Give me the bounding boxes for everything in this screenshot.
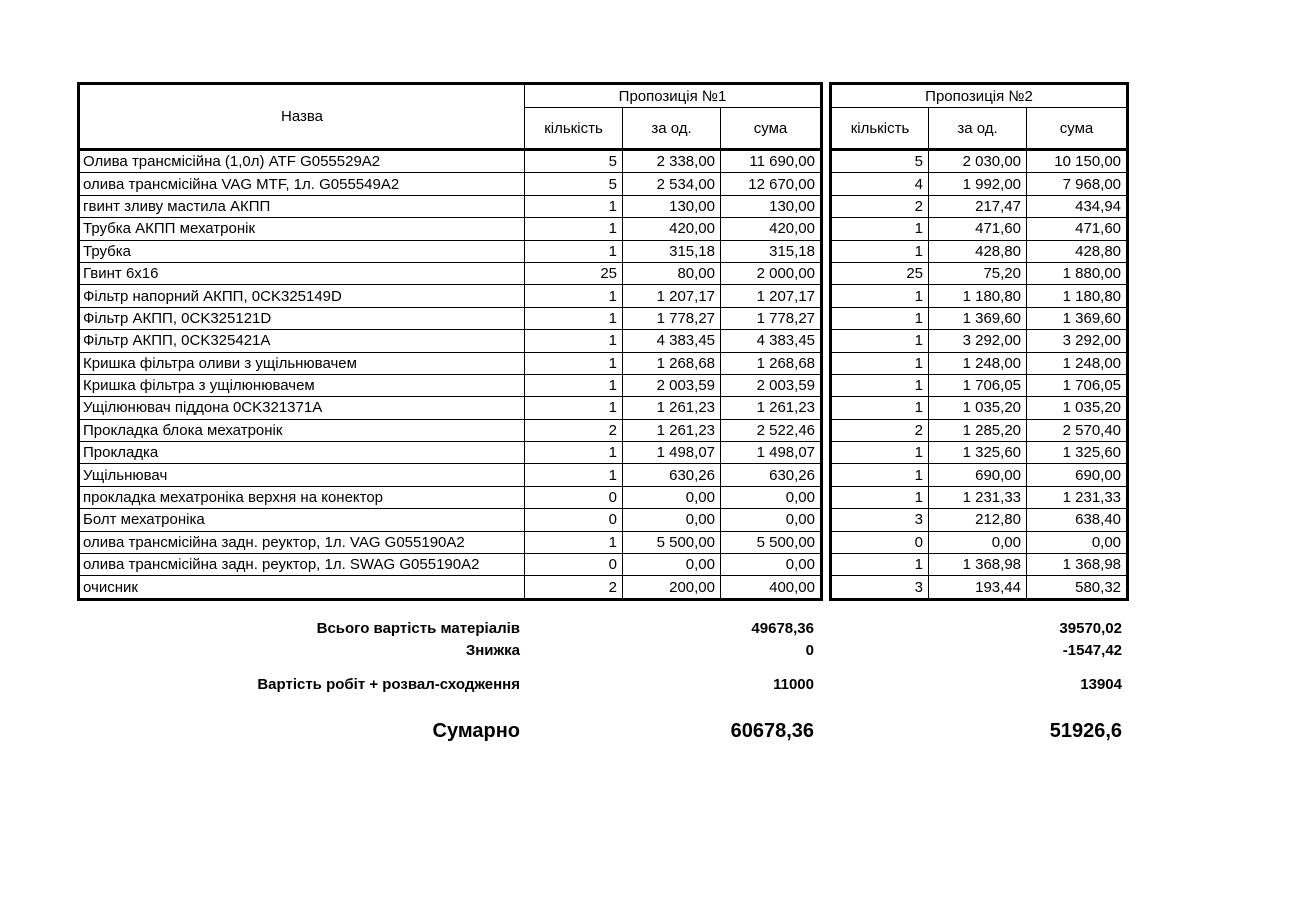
qty-p2: 0 (831, 531, 929, 553)
proposal1-body (79, 150, 822, 600)
table-row (831, 262, 1128, 284)
sum-p2: 1 369,60 (1027, 307, 1128, 329)
qty-p1: 1 (525, 218, 623, 240)
unit-price-p2: 471,60 (929, 218, 1027, 240)
grand-total-label: Сумарно (432, 720, 520, 742)
sum-p1: 1 261,23 (721, 397, 822, 419)
item-name: Гвинт 6х16 (79, 262, 525, 284)
qty-p2: 1 (831, 442, 929, 464)
header-unit-2: за од. (929, 108, 1027, 150)
unit-price-p1: 1 268,68 (623, 352, 721, 374)
table-row (79, 307, 822, 329)
qty-p1: 5 (525, 150, 623, 173)
qty-p2: 3 (831, 576, 929, 599)
unit-price-p1: 130,00 (623, 195, 721, 217)
table-row (831, 397, 1128, 419)
unit-price-p1: 80,00 (623, 262, 721, 284)
table-row (79, 218, 822, 240)
qty-p2: 25 (831, 262, 929, 284)
unit-price-p2: 212,80 (929, 509, 1027, 531)
table-row (79, 509, 822, 531)
table-row (831, 240, 1128, 262)
sum-p1: 130,00 (721, 195, 822, 217)
unit-price-p1: 2 338,00 (623, 150, 721, 173)
table-row (79, 419, 822, 441)
qty-p1: 2 (525, 576, 623, 599)
sum-p2: 428,80 (1027, 240, 1128, 262)
qty-p2: 1 (831, 464, 929, 486)
item-name: Ущільнювач (79, 464, 525, 486)
item-name: Кришка фільтра з ущілюнювачем (79, 374, 525, 396)
sum-p2: 1 180,80 (1027, 285, 1128, 307)
sum-p1: 1 498,07 (721, 442, 822, 464)
header-name: Назва (79, 84, 525, 150)
unit-price-p2: 1 992,00 (929, 173, 1027, 195)
materials-total-label: Всього вартість матеріалів (316, 620, 520, 637)
qty-p1: 0 (525, 509, 623, 531)
grand-total-p2: 51926,6 (1049, 720, 1122, 742)
item-name: Олива трансмісійна (1,0л) ATF G055529A2 (79, 150, 525, 173)
table-row (831, 531, 1128, 553)
unit-price-p2: 428,80 (929, 240, 1027, 262)
table-row (79, 486, 822, 508)
unit-price-p1: 315,18 (623, 240, 721, 262)
unit-price-p1: 200,00 (623, 576, 721, 599)
sum-p2: 690,00 (1027, 464, 1128, 486)
table-row (831, 173, 1128, 195)
discount-p2: -1547,42 (1062, 642, 1122, 659)
unit-price-p1: 2 534,00 (623, 173, 721, 195)
table-row (79, 554, 822, 576)
table-row (79, 464, 822, 486)
sum-p1: 2 000,00 (721, 262, 822, 284)
qty-p1: 1 (525, 464, 623, 486)
table-row (831, 486, 1128, 508)
qty-p2: 2 (831, 419, 929, 441)
sum-p1: 1 207,17 (721, 285, 822, 307)
sum-p2: 1 248,00 (1027, 352, 1128, 374)
table-row (831, 218, 1128, 240)
unit-price-p2: 2 030,00 (929, 150, 1027, 173)
unit-price-p1: 0,00 (623, 486, 721, 508)
qty-p1: 1 (525, 285, 623, 307)
sum-p1: 11 690,00 (721, 150, 822, 173)
table-row (79, 173, 822, 195)
sum-p1: 400,00 (721, 576, 822, 599)
sum-p1: 0,00 (721, 486, 822, 508)
unit-price-p2: 1 706,05 (929, 374, 1027, 396)
item-name: гвинт зливу мастила АКПП (79, 195, 525, 217)
materials-total-p1: 49678,36 (751, 620, 814, 637)
header-sum-2: сума (1027, 108, 1128, 150)
item-name: Прокладка блока мехатронік (79, 419, 525, 441)
labor-p1: 11000 (773, 676, 814, 693)
item-name: Фільтр АКПП, 0CK325121D (79, 307, 525, 329)
item-name: очисник (79, 576, 525, 599)
qty-p2: 1 (831, 307, 929, 329)
sum-p1: 1 268,68 (721, 352, 822, 374)
materials-total-p2: 39570,02 (1059, 620, 1122, 637)
labor-label: Вартість робіт + розвал-сходження (257, 676, 520, 693)
item-name: Болт мехатроніка (79, 509, 525, 531)
unit-price-p1: 420,00 (623, 218, 721, 240)
sum-p1: 1 778,27 (721, 307, 822, 329)
qty-p1: 1 (525, 442, 623, 464)
table-row (79, 285, 822, 307)
unit-price-p1: 0,00 (623, 509, 721, 531)
qty-p1: 1 (525, 531, 623, 553)
header-sum-1: сума (721, 108, 822, 150)
unit-price-p2: 75,20 (929, 262, 1027, 284)
table-row (79, 330, 822, 352)
discount-p1: 0 (805, 642, 814, 659)
qty-p2: 4 (831, 173, 929, 195)
qty-p1: 2 (525, 419, 623, 441)
item-name: Фільтр напорний АКПП, 0CK325149D (79, 285, 525, 307)
unit-price-p2: 1 369,60 (929, 307, 1027, 329)
unit-price-p1: 1 207,17 (623, 285, 721, 307)
qty-p1: 5 (525, 173, 623, 195)
item-name: Прокладка (79, 442, 525, 464)
unit-price-p2: 193,44 (929, 576, 1027, 599)
table-row (79, 150, 822, 173)
table-row (831, 576, 1128, 599)
sum-p1: 0,00 (721, 554, 822, 576)
sum-p1: 2 003,59 (721, 374, 822, 396)
sum-p2: 638,40 (1027, 509, 1128, 531)
table-row (831, 307, 1128, 329)
sum-p2: 3 292,00 (1027, 330, 1128, 352)
sum-p2: 1 325,60 (1027, 442, 1128, 464)
table-row (831, 195, 1128, 217)
unit-price-p2: 1 231,33 (929, 486, 1027, 508)
sum-p2: 0,00 (1027, 531, 1128, 553)
item-name: олива трансмісійна задн. реуктор, 1л. VAG G055190A2 (79, 531, 525, 553)
qty-p1: 0 (525, 486, 623, 508)
qty-p2: 1 (831, 554, 929, 576)
table-row (79, 531, 822, 553)
item-name: Кришка фільтра оливи з ущільнювачем (79, 352, 525, 374)
unit-price-p1: 0,00 (623, 554, 721, 576)
proposal1-table (77, 82, 823, 601)
qty-p2: 1 (831, 486, 929, 508)
item-name: Фільтр АКПП, 0CK325421A (79, 330, 525, 352)
table-row (831, 374, 1128, 396)
unit-price-p2: 217,47 (929, 195, 1027, 217)
unit-price-p2: 1 248,00 (929, 352, 1027, 374)
header-proposal1: Пропозиція №1 (525, 84, 822, 108)
table-row (79, 352, 822, 374)
qty-p1: 1 (525, 307, 623, 329)
qty-p1: 1 (525, 330, 623, 352)
table-row (79, 397, 822, 419)
sum-p1: 2 522,46 (721, 419, 822, 441)
qty-p1: 1 (525, 240, 623, 262)
sum-p2: 1 035,20 (1027, 397, 1128, 419)
table-row (831, 442, 1128, 464)
unit-price-p1: 4 383,45 (623, 330, 721, 352)
grand-total-p1: 60678,36 (730, 720, 814, 742)
table-row (831, 150, 1128, 173)
unit-price-p1: 1 498,07 (623, 442, 721, 464)
sum-p1: 315,18 (721, 240, 822, 262)
qty-p1: 1 (525, 195, 623, 217)
header-unit-1: за од. (623, 108, 721, 150)
qty-p2: 1 (831, 330, 929, 352)
unit-price-p2: 1 180,80 (929, 285, 1027, 307)
qty-p2: 2 (831, 195, 929, 217)
table-row (831, 419, 1128, 441)
unit-price-p2: 690,00 (929, 464, 1027, 486)
sum-p2: 7 968,00 (1027, 173, 1128, 195)
header-proposal2: Пропозиція №2 (831, 84, 1128, 108)
table-row (831, 554, 1128, 576)
qty-p1: 25 (525, 262, 623, 284)
unit-price-p2: 3 292,00 (929, 330, 1027, 352)
sum-p2: 471,60 (1027, 218, 1128, 240)
unit-price-p2: 1 285,20 (929, 419, 1027, 441)
header-qty-2: кількість (831, 108, 929, 150)
item-name: Трубка (79, 240, 525, 262)
sum-p1: 12 670,00 (721, 173, 822, 195)
header-qty-1: кількість (525, 108, 623, 150)
unit-price-p1: 630,26 (623, 464, 721, 486)
unit-price-p2: 1 035,20 (929, 397, 1027, 419)
sum-p1: 630,26 (721, 464, 822, 486)
sum-p2: 1 706,05 (1027, 374, 1128, 396)
qty-p1: 1 (525, 352, 623, 374)
sum-p2: 1 231,33 (1027, 486, 1128, 508)
table-row (79, 576, 822, 599)
discount-label: Знижка (465, 642, 520, 659)
sum-p1: 4 383,45 (721, 330, 822, 352)
qty-p1: 1 (525, 397, 623, 419)
table-row (831, 464, 1128, 486)
qty-p1: 1 (525, 374, 623, 396)
unit-price-p1: 2 003,59 (623, 374, 721, 396)
qty-p1: 0 (525, 554, 623, 576)
sum-p2: 2 570,40 (1027, 419, 1128, 441)
unit-price-p1: 5 500,00 (623, 531, 721, 553)
sum-p2: 1 368,98 (1027, 554, 1128, 576)
proposal2-table (829, 82, 1129, 601)
qty-p2: 5 (831, 150, 929, 173)
unit-price-p1: 1 778,27 (623, 307, 721, 329)
sum-p2: 580,32 (1027, 576, 1128, 599)
unit-price-p2: 0,00 (929, 531, 1027, 553)
sum-p1: 0,00 (721, 509, 822, 531)
proposal2-body (831, 150, 1128, 600)
labor-p2: 13904 (1080, 676, 1122, 693)
sum-p1: 420,00 (721, 218, 822, 240)
unit-price-p1: 1 261,23 (623, 397, 721, 419)
qty-p2: 3 (831, 509, 929, 531)
unit-price-p2: 1 325,60 (929, 442, 1027, 464)
table-row (831, 509, 1128, 531)
qty-p2: 1 (831, 352, 929, 374)
unit-price-p1: 1 261,23 (623, 419, 721, 441)
unit-price-p2: 1 368,98 (929, 554, 1027, 576)
qty-p2: 1 (831, 374, 929, 396)
table-row (79, 195, 822, 217)
sum-p2: 10 150,00 (1027, 150, 1128, 173)
qty-p2: 1 (831, 397, 929, 419)
item-name: Трубка АКПП мехатронік (79, 218, 525, 240)
table-row (831, 352, 1128, 374)
qty-p2: 1 (831, 218, 929, 240)
table-row (831, 330, 1128, 352)
sum-p2: 1 880,00 (1027, 262, 1128, 284)
table-row (79, 240, 822, 262)
sum-p2: 434,94 (1027, 195, 1128, 217)
qty-p2: 1 (831, 240, 929, 262)
table-row (831, 285, 1128, 307)
item-name: Ущілюнювач піддона 0CK321371A (79, 397, 525, 419)
table-row (79, 442, 822, 464)
qty-p2: 1 (831, 285, 929, 307)
item-name: прокладка мехатроніка верхня на конектор (79, 486, 525, 508)
item-name: олива трансмісійна задн. реуктор, 1л. SWAG G055190A2 (79, 554, 525, 576)
table-row (79, 262, 822, 284)
table-row (79, 374, 822, 396)
item-name: олива трансмісійна VAG MTF, 1л. G055549A2 (79, 173, 525, 195)
sum-p1: 5 500,00 (721, 531, 822, 553)
